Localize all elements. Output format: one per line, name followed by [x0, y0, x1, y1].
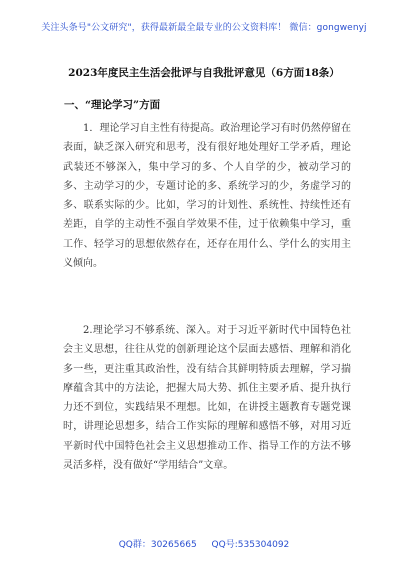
- contact-footer: [0, 537, 408, 550]
- document-title: 2023年度民主生活会批评与自我批评意见（6方面18条）: [68, 67, 340, 79]
- promo-banner: 关注头条号"公文研究"，获得最新最全最专业的公文资料库！ 微信：gongwenyj: [41, 23, 367, 33]
- paragraph-1: 1．理论学习自主性有待提高。政治理论学习有时仍然停留在表面，缺乏深入研究和思考，没有很好地处理好工学矛盾，理论武装还不够深入，集中学习的多、个人自学的少，被动学习的多、主动学习的少，专题讨论的多、系统学习的少，务虚学习的多、联系实际的少。比如，学习的计划性、系统性、持续性还有差距，自学的主动性不强自学效果不佳，过于依赖集中学习，重工作、轻学习的思想依然存在，还存在用什么、学什么的实用主义倾向。: [63, 123, 351, 270]
- qq-group-text: QQ群：30265665: [118, 540, 197, 550]
- qq-number-text: QQ号:535304092: [211, 540, 290, 550]
- section-heading: 一、“理论学习”方面: [64, 99, 161, 111]
- paragraph-2: 2.理论学习不够系统、深入。对于习近平新时代中国特色社会主义思想，往往从党的创新理论这个层面去感悟、理解和消化多一些，更注重其政治性，没有结合其鲜明特质去理解，学习揣摩蕴含其中的方法论，把握大局大势、抓住主要矛盾、提升执行力还不到位，实践结果不理想。比如，在讲授主题教育专题党课时，讲理论思想多，结合工作实际的理解和感悟不够，对用习近平新时代中国特色社会主义思想推动工作、指导工作的方法不够灵活多样，没有做好“学用结合”文章。: [63, 325, 351, 472]
